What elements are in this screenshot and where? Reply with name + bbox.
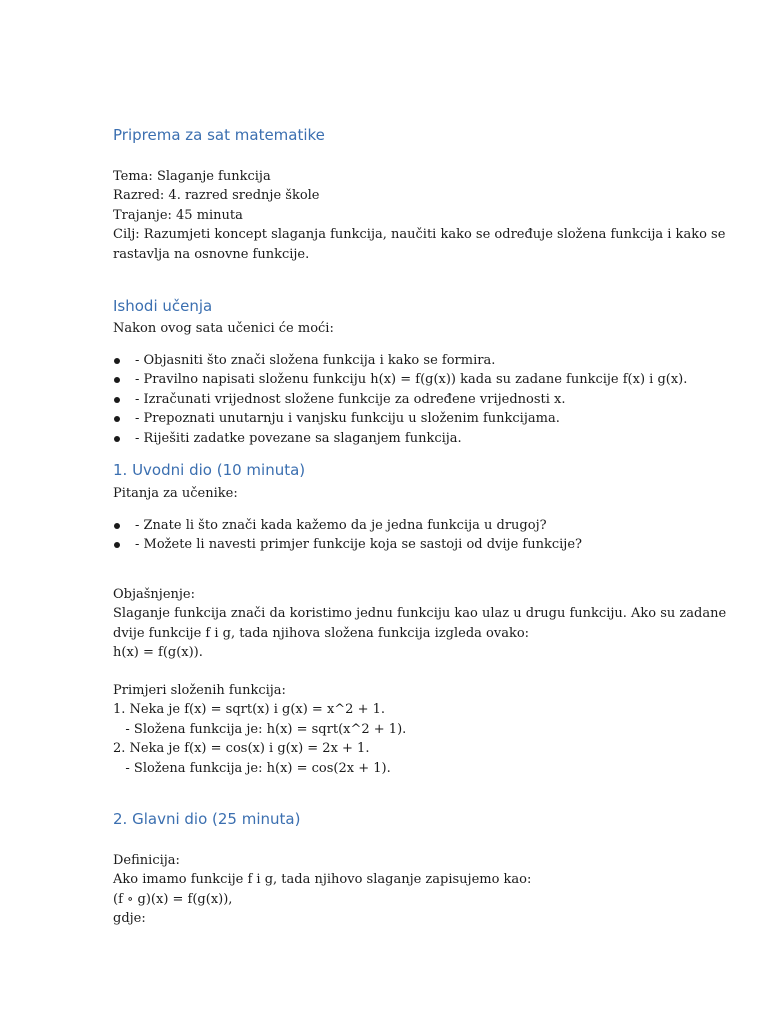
bullet-icon	[114, 416, 120, 422]
outcomes-intro-text: Nakon ovog sata učenici će moći:	[113, 321, 334, 336]
explanation-line: dvije funkcije f i g, tada njihova složena funkcija izgleda ovako:	[113, 625, 530, 641]
list-item	[113, 535, 658, 554]
list-item	[113, 370, 688, 389]
explanation-label: Objašnjenje:	[113, 587, 196, 602]
info-line-topic: Tema: Slaganje funkcija	[113, 169, 271, 184]
outcomes-intro	[113, 319, 658, 338]
outcomes-list	[113, 351, 688, 448]
list-item	[113, 351, 658, 370]
list-item-text: - Pravilno napisati složenu funkciju h(x) = f(g(x)) kada su zadane funkcije f(x) i g(x).	[135, 372, 688, 388]
definition-line: Ako imamo funkcije f i g, tada njihovo slaganje zapisujemo kao:	[113, 872, 532, 888]
explanation-formula: h(x) = f(g(x)).	[113, 645, 203, 661]
definition-formula: (f ∘ g)(x) = f(g(x)),	[113, 891, 233, 907]
bullet-icon	[114, 397, 120, 403]
list-item-text: - Prepoznati unutarnju i vanjsku funkciju u složenim funkcijama.	[135, 411, 560, 427]
bullet-icon	[114, 542, 120, 548]
definition-label: Definicija:	[113, 853, 180, 868]
list-item-text: - Možete li navesti primjer funkcije koja se sastoji od dvije funkcije?	[135, 537, 582, 553]
bullet-icon	[114, 436, 120, 442]
info-line-goal-cont: rastavlja na osnovne funkcije.	[113, 246, 310, 262]
list-item	[113, 390, 658, 409]
bullet-icon	[114, 377, 120, 383]
list-item	[113, 429, 658, 448]
document-title: Priprema za sat matematike	[113, 126, 325, 144]
lesson-info	[113, 167, 726, 264]
list-item-text: - Objasniti što znači složena funkcija i kako se formira.	[135, 353, 496, 368]
definition-line: gdje:	[113, 911, 146, 927]
list-item	[113, 409, 658, 428]
outcomes-heading: Ishodi učenja	[113, 297, 213, 315]
list-item-text: - Znate li što znači kada kažemo da je jedna funkcija u drugoj?	[135, 518, 547, 533]
example-line: - Složena funkcija je: h(x) = cos(2x + 1).	[113, 760, 391, 776]
definition-block	[113, 851, 658, 929]
list-item-text: - Izračunati vrijednost složene funkcije za određene vrijednosti x.	[135, 391, 566, 407]
example-line: 2. Neka je f(x) = cos(x) i g(x) = 2x + 1.	[113, 741, 370, 757]
bullet-icon	[114, 358, 120, 364]
questions-label-text: Pitanja za učenike:	[113, 486, 238, 501]
list-item	[113, 516, 658, 535]
info-line-grade: Razred: 4. razred srednje škole	[113, 188, 320, 204]
list-item-text: - Riješiti zadatke povezane sa slaganjem funkcija.	[135, 430, 462, 446]
main-section-heading: 2. Glavni dio (25 minuta)	[113, 810, 301, 828]
explanation-block	[113, 585, 727, 663]
questions-list	[113, 516, 658, 555]
examples-label: Primjeri složenih funkcija:	[113, 683, 286, 698]
info-line-duration: Trajanje: 45 minuta	[113, 207, 243, 223]
example-line: 1. Neka je f(x) = sqrt(x) i g(x) = x^2 + 1.	[113, 702, 386, 718]
bullet-icon	[114, 523, 120, 529]
info-line-goal: Cilj: Razumjeti koncept slaganja funkcija, naučiti kako se određuje složena funkcija i kako se	[113, 227, 726, 243]
example-line: - Složena funkcija je: h(x) = sqrt(x^2 + 1).	[113, 721, 407, 737]
examples-block	[113, 681, 658, 778]
intro-section-heading: 1. Uvodni dio (10 minuta)	[113, 461, 306, 479]
questions-label	[113, 484, 658, 503]
explanation-line: Slaganje funkcija znači da koristimo jednu funkciju kao ulaz u drugu funkciju. Ako su zadane	[113, 606, 727, 622]
